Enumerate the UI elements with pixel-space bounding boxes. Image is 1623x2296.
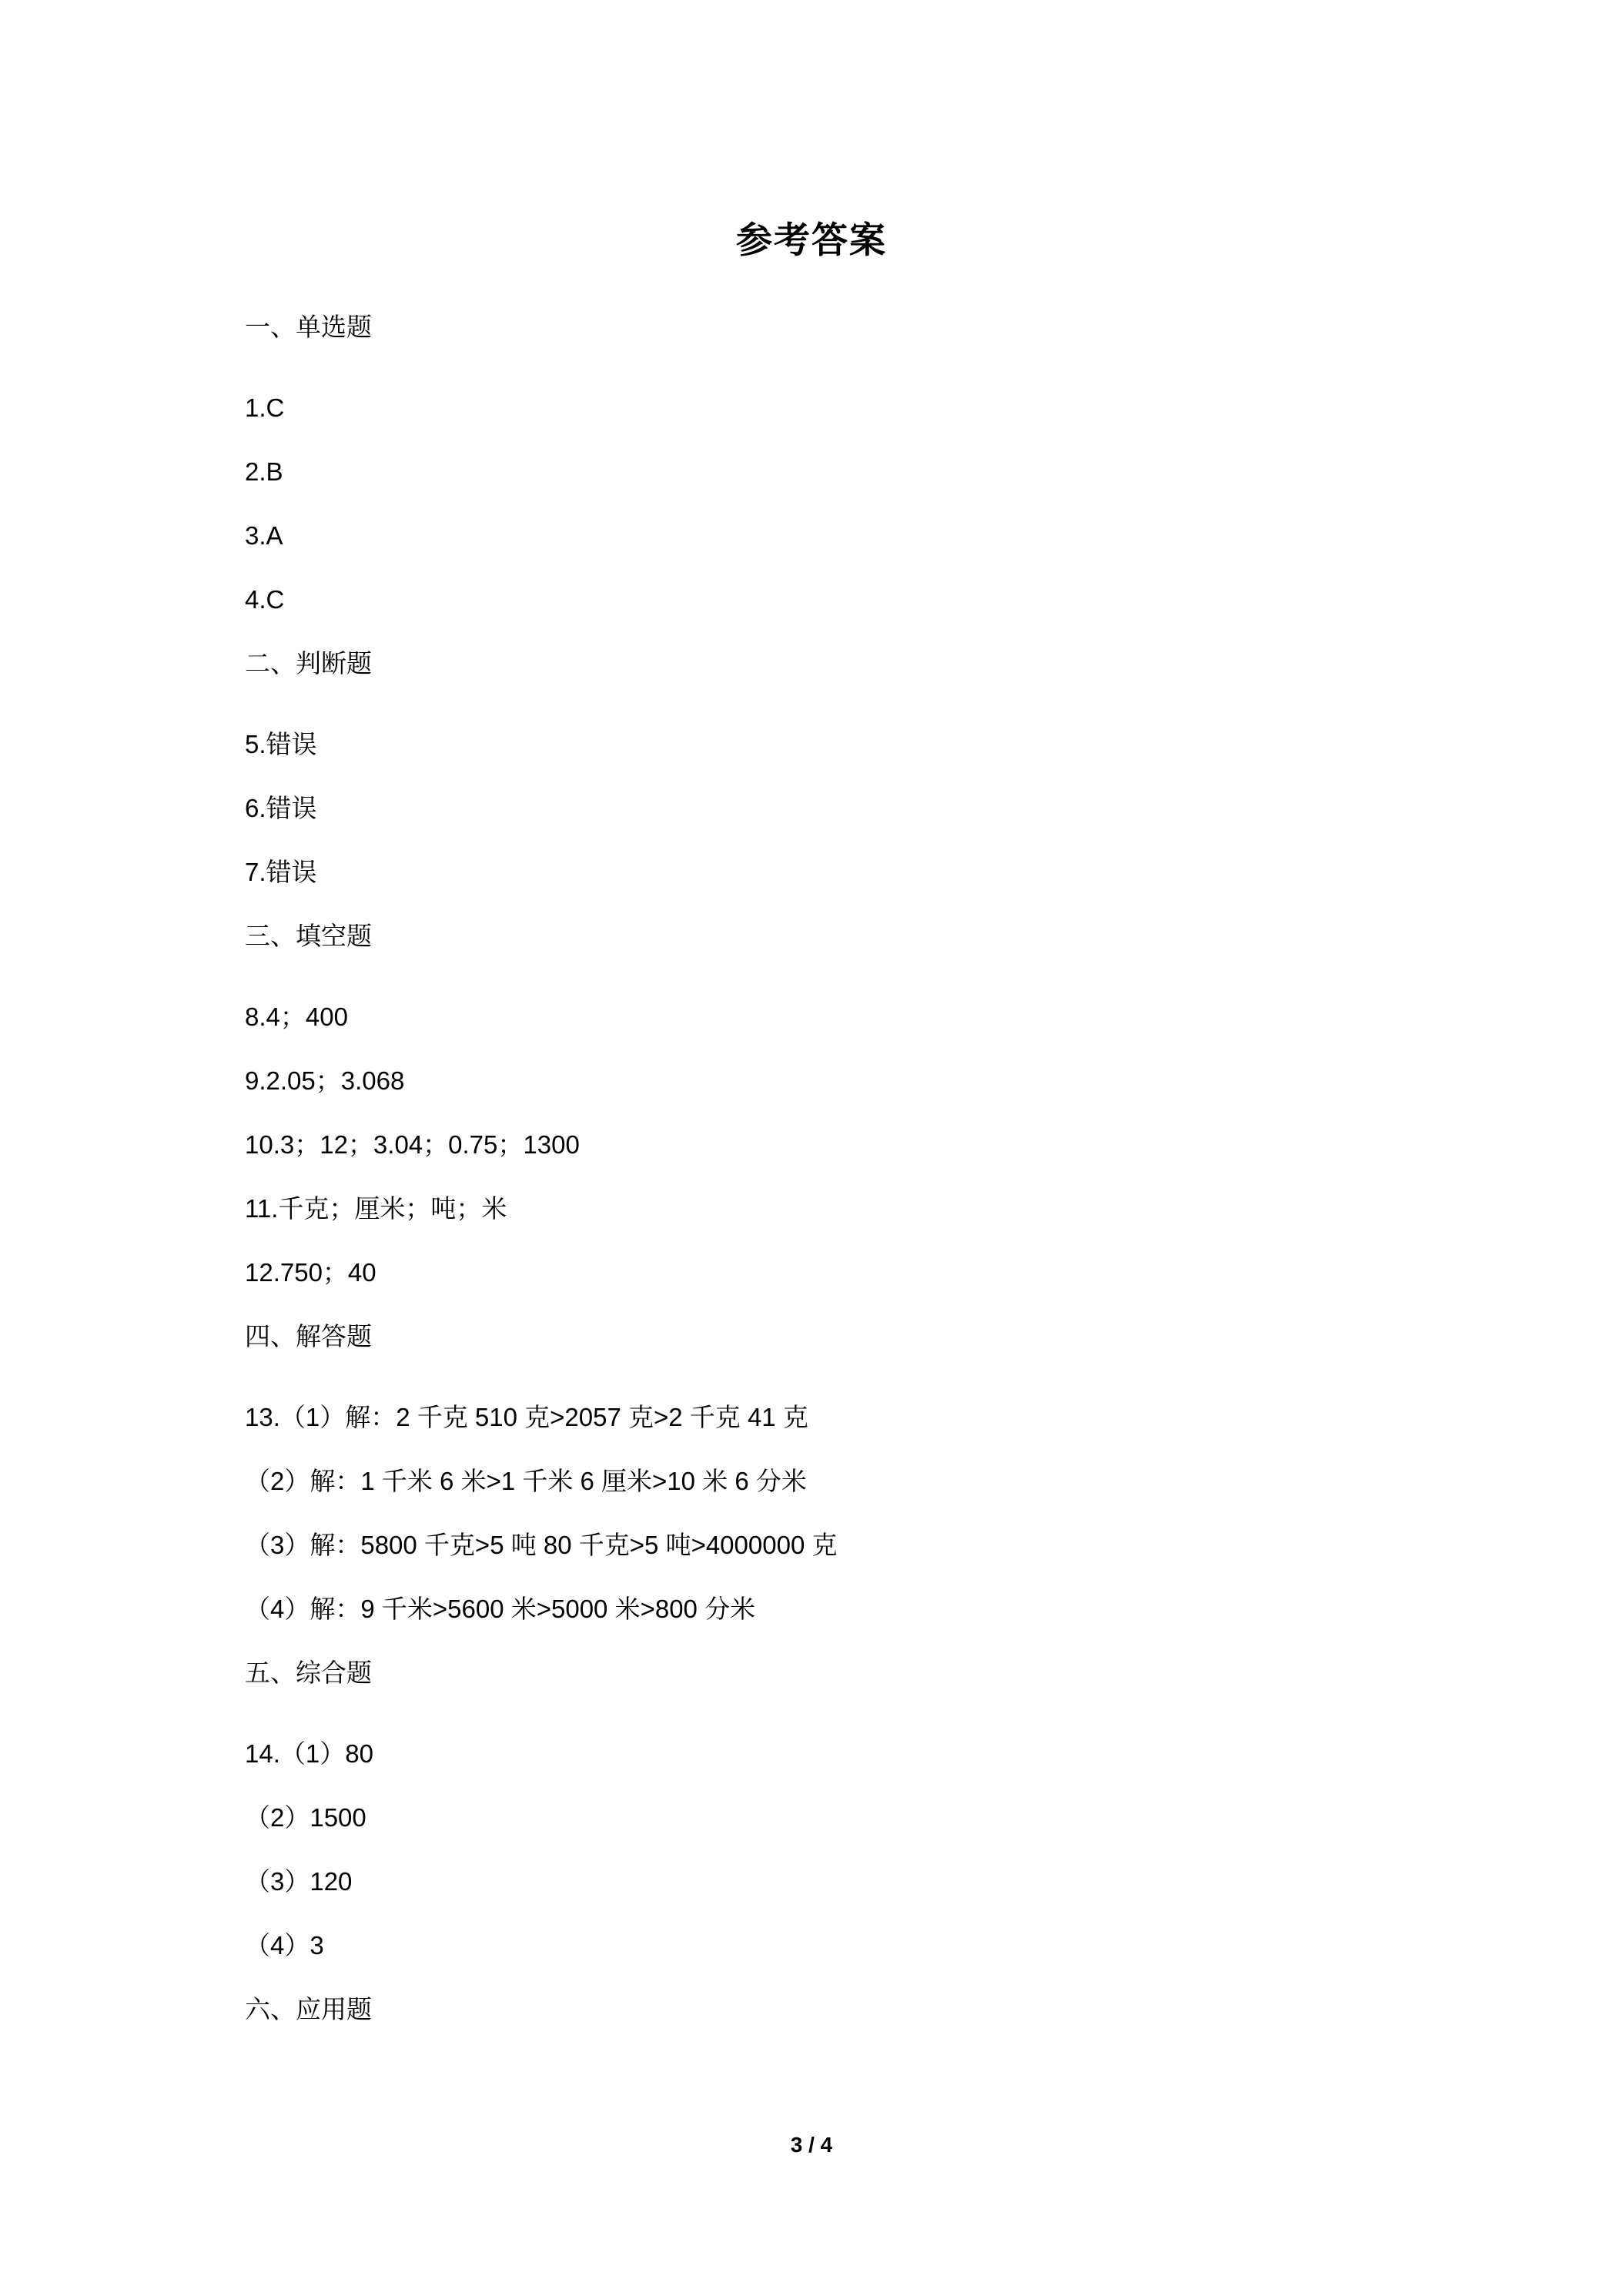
answer-content (245, 308, 1384, 2071)
answer-line: 3.A (245, 521, 283, 550)
answer-line: 7.错误 (245, 858, 317, 886)
section-heading-solve: 四、解答题 (245, 1321, 372, 1351)
section-heading-fill-blank: 三、填空题 (245, 921, 372, 951)
answer-line: 9.2.05；3.068 (245, 1066, 405, 1095)
answer-line: 11.千克；厘米；吨；米 (245, 1194, 507, 1223)
page-number: 3 / 4 (790, 2133, 833, 2157)
answer-line: 4.C (245, 585, 285, 614)
answer-line: 6.错误 (245, 794, 317, 822)
answer-line: （3）120 (245, 1867, 353, 1896)
answer-line: 2.B (245, 457, 283, 486)
answer-line: 8.4；400 (245, 1002, 348, 1031)
answer-line: 1.C (245, 393, 285, 422)
answer-line: （4）3 (245, 1931, 324, 1960)
section-heading-single-choice: 一、单选题 (245, 312, 372, 342)
answer-line: 10.3；12；3.04；0.75；1300 (245, 1130, 580, 1159)
section-heading-comprehensive: 五、综合题 (245, 1658, 372, 1688)
section-heading-true-false: 二、判断题 (245, 648, 372, 678)
answer-line: 5.错误 (245, 730, 317, 758)
answer-line: （2）解：1 千米 6 米>1 千米 6 厘米>10 米 6 分米 (245, 1467, 807, 1495)
answer-line: 12.750；40 (245, 1258, 376, 1287)
answer-line: 14.（1）80 (245, 1739, 373, 1768)
answer-line: （2）1500 (245, 1803, 366, 1832)
answer-line: （4）解：9 千米>5600 米>5000 米>800 分米 (245, 1595, 756, 1623)
section-heading-application: 六、应用题 (245, 1994, 372, 2024)
page-title: 参考答案 (736, 219, 887, 262)
answer-line: （3）解：5800 千克>5 吨 80 千克>5 吨>4000000 克 (245, 1531, 838, 1559)
answer-line: 13.（1）解：2 千克 510 克>2057 克>2 千克 41 克 (245, 1403, 808, 1431)
